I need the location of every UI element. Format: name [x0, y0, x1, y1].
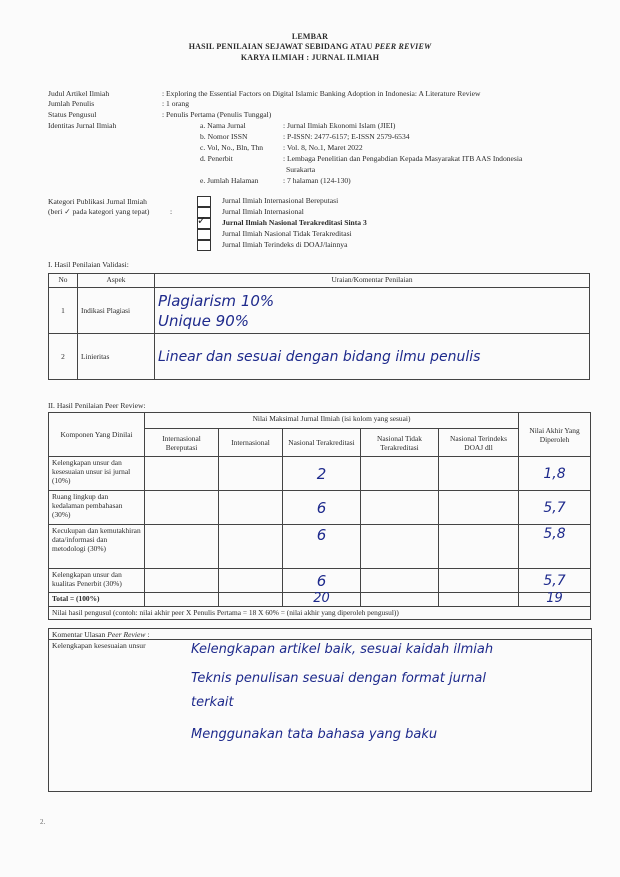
comment-line-3: terkait: [191, 695, 234, 710]
journal-label-volume: c. Vol, No., Bln, Thn: [200, 143, 264, 152]
table-row: [49, 569, 591, 593]
comments-title-main: Komentar Ulasan: [52, 630, 108, 639]
akhir-cell: 5,7: [519, 491, 591, 525]
table-row-total: [49, 593, 591, 607]
comments-title-colon: :: [145, 630, 150, 639]
journal-value-publisher-city: Surakarta: [286, 165, 316, 174]
section2-title: II. Hasil Penilaian Peer Review:: [48, 401, 146, 410]
col-akhir: Nilai Akhir Yang Diperoleh: [519, 413, 591, 457]
header-line-2: [0, 42, 620, 51]
journal-value-volume: : Vol. 8, No.1, Maret 2022: [283, 143, 363, 152]
category-hint: (beri ✓ pada kategori yang tepat): [48, 207, 150, 216]
comment-line-4: Menggunakan tata bahasa yang baku: [191, 727, 438, 742]
header-line-3: KARYA ILMIAH : JURNAL ILMIAH: [240, 53, 380, 62]
category-checkbox-1[interactable]: [197, 196, 211, 207]
max-cell: 6: [283, 525, 361, 569]
journal-value-name: : Jurnal Ilmiah Ekonomi Islam (JIEI): [283, 121, 396, 130]
info-label-title: Judul Artikel Ilmiah: [48, 89, 110, 98]
journal-label-name: a. Nama Jurnal: [200, 121, 246, 130]
subcol-internasional-bereputasi: Internasional Bereputasi: [145, 429, 219, 457]
unique-note: Unique 90%: [158, 312, 250, 330]
subcol-internasional: Internasional: [219, 429, 283, 457]
info-label-status: Status Pengusul: [48, 110, 97, 119]
table-row: [49, 288, 590, 334]
row-comment: [155, 288, 590, 334]
subcol-nasional-terindeks: Nasional Terindeks DOAJ dll: [439, 429, 519, 457]
col-uraian: Uraian/Komentar Penilaian: [155, 274, 590, 288]
komponen-cell: Kecukupan dan kemutakhiran data/informasi dan metodologi (30%): [49, 525, 145, 569]
section1-title: I. Hasil Penilaian Validasi:: [48, 260, 129, 269]
row-no: 2: [49, 334, 78, 380]
row-aspek: Indikasi Plagiasi: [78, 288, 155, 334]
category-label: Kategori Publikasi Jurnal Ilmiah: [48, 197, 147, 206]
total-label: Total = (100%): [49, 593, 145, 607]
akhir-cell: 1,8: [519, 457, 591, 491]
score-note: Nilai hasil pengusul (contoh: nilai akhir peer X Penulis Pertama = 18 X 60% = (nilai akhir yang diperoleh pengusul)): [49, 607, 591, 620]
validation-table: [48, 273, 590, 380]
row-comment: [155, 334, 590, 380]
table-row: [49, 525, 591, 569]
max-cell: 2: [283, 457, 361, 491]
comments-label: Kelengkapan kesesuaian unsur: [52, 641, 146, 650]
total-akhir: 19: [519, 593, 591, 607]
comments-title: [52, 630, 149, 639]
comment-line-1: Kelengkapan artikel baik, sesuai kaidah ilmiah: [191, 642, 494, 657]
header-line-1: LEMBAR: [291, 32, 329, 41]
category-option-1: Jurnal Ilmiah Internasional Bereputasi: [222, 196, 339, 205]
journal-value-pages: : 7 halaman (124-130): [283, 176, 351, 185]
category-checkbox-4[interactable]: [197, 229, 211, 240]
table-row: [49, 491, 591, 525]
info-label-authors: Jumlah Penulis: [48, 99, 95, 108]
table-row: [49, 457, 591, 491]
journal-value-publisher: : Lembaga Penelitian dan Pengabdian Kepada Masyarakat ITB AAS Indonesia: [283, 154, 523, 163]
header-line-2-main: HASIL PENILAIAN SEJAWAT SEBIDANG ATAU: [188, 42, 375, 51]
journal-label-publisher: d. Penerbit: [200, 154, 233, 163]
akhir-cell: 5,7: [519, 569, 591, 593]
peer-review-table: [48, 412, 591, 620]
info-label-journal-identity: Identitas Jurnal Ilmiah: [48, 121, 117, 130]
col-komponen: Komponen Yang Dinilai: [49, 413, 145, 457]
info-value-authors: : 1 orang: [162, 99, 189, 108]
komponen-cell: Ruang lingkup dan kedalaman pembahasan (30%): [49, 491, 145, 525]
linearity-note: Linear dan sesuai dengan bidang ilmu penulis: [158, 348, 481, 365]
category-option-2: Jurnal Ilmiah Internasional: [222, 207, 304, 216]
akhir-cell: 5,8: [519, 525, 591, 569]
plagiarism-note: Plagiarism 10%: [158, 292, 275, 310]
header-line-2-italic: PEER REVIEW: [374, 42, 432, 51]
max-cell: 6: [283, 569, 361, 593]
komponen-cell: Kelengkapan unsur dan kualitas Penerbit (30%): [49, 569, 145, 593]
journal-label-pages: e. Jumlah Halaman: [200, 176, 259, 185]
col-group-max: Nilai Maksimal Jurnal Ilmiah (isi kolom yang sesuai): [145, 413, 519, 429]
category-checkbox-5[interactable]: [197, 240, 211, 251]
max-cell: 6: [283, 491, 361, 525]
komponen-cell: Kelengkapan unsur dan kesesuaian unsur isi jurnal (10%): [49, 457, 145, 491]
category-option-5: Jurnal Ilmiah Terindeks di DOAJ/lainnya: [222, 240, 348, 249]
category-option-3: Jurnal Ilmiah Nasional Terakreditasi Sinta 3: [222, 218, 367, 227]
table-row: [49, 334, 590, 380]
journal-value-issn: : P-ISSN: 2477-6157; E-ISSN 2579-6534: [283, 132, 410, 141]
subcol-nasional-tidak-terakreditasi: Nasional Tidak Terakreditasi: [361, 429, 439, 457]
journal-label-issn: b. Nomor ISSN: [200, 132, 248, 141]
category-checkmark-icon: ✓: [197, 214, 207, 227]
col-aspek: Aspek: [78, 274, 155, 288]
footer-mark: 2.: [40, 818, 46, 826]
row-aspek: Linieritas: [78, 334, 155, 380]
col-no: No: [49, 274, 78, 288]
total-max: 20: [283, 593, 361, 607]
row-no: 1: [49, 288, 78, 334]
subcol-nasional-terakreditasi: Nasional Terakreditasi: [283, 429, 361, 457]
comments-title-italic: Peer Review: [107, 630, 146, 639]
comment-line-2: Teknis penulisan sesuai dengan format jurnal: [191, 671, 487, 686]
info-value-status: : Penulis Pertama (Penulis Tunggal): [162, 110, 272, 119]
info-value-title: : Exploring the Essential Factors on Digital Islamic Banking Adoption in Indonesia: A Literature Review: [162, 89, 481, 98]
comments-box: [48, 628, 592, 792]
category-separator: :: [170, 207, 173, 216]
comments-divider: [49, 639, 591, 640]
category-option-4: Jurnal Ilmiah Nasional Tidak Terakreditasi: [222, 229, 352, 238]
